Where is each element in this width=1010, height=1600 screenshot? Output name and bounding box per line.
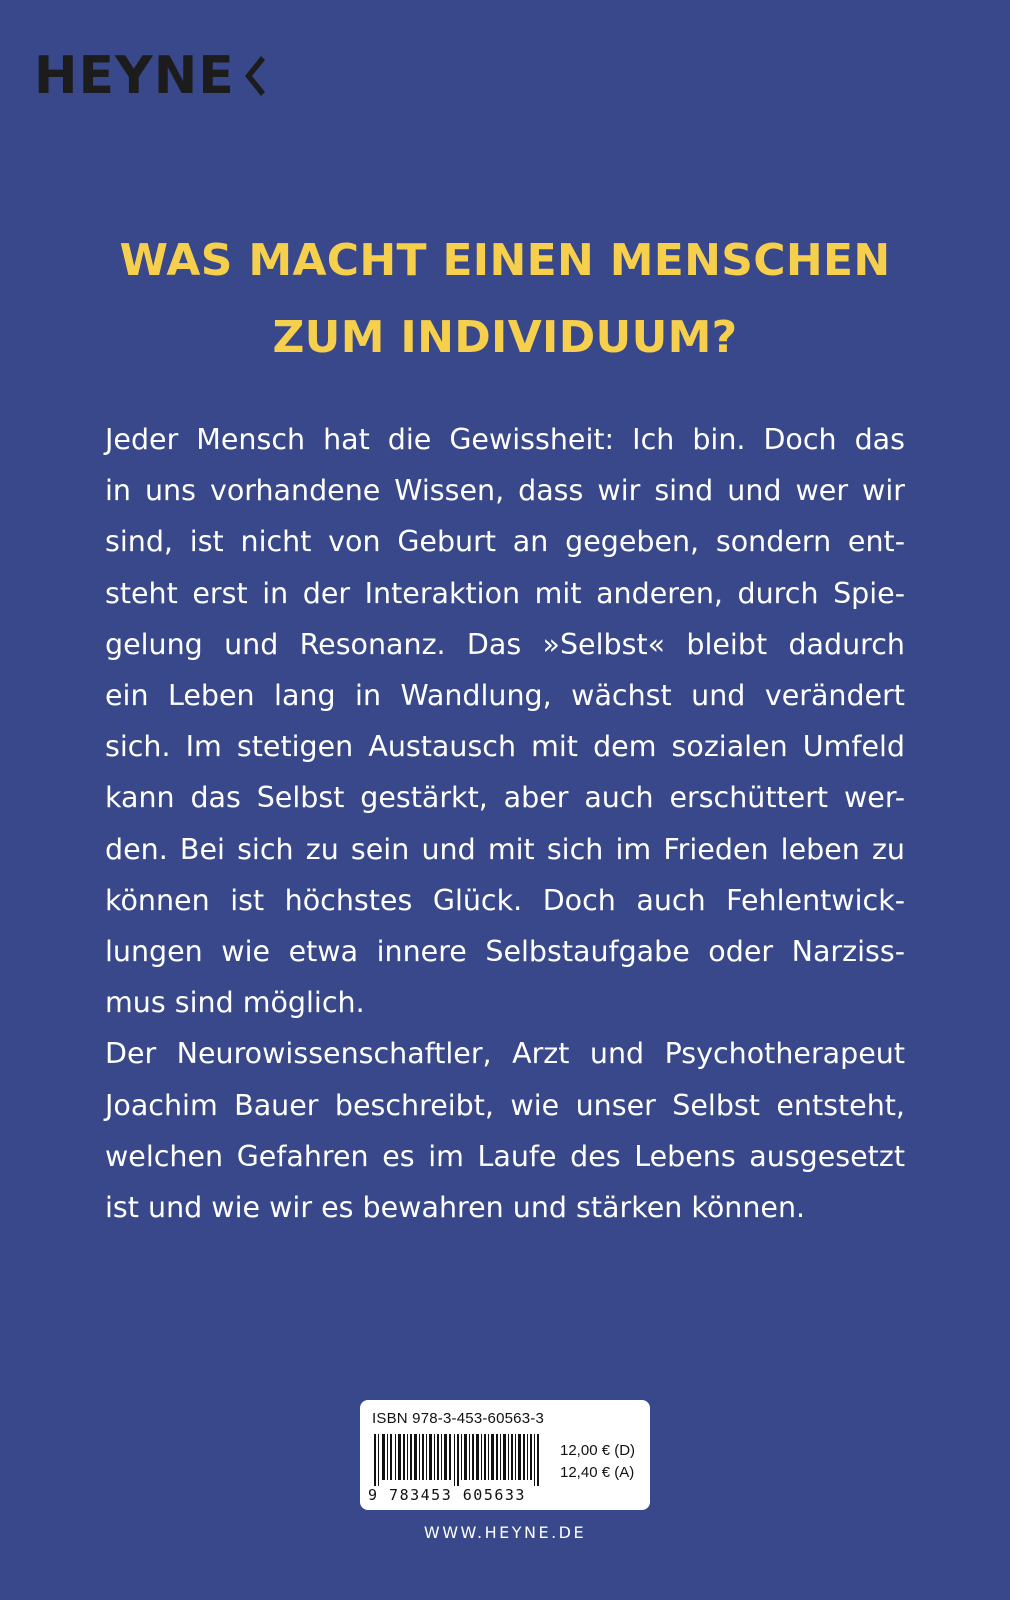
blurb-line: Jeder Mensch hat die Gewissheit: Ich bin. Doch das xyxy=(105,423,905,456)
isbn-number: ISBN 978-3-453-60563-3 xyxy=(372,1410,545,1427)
blurb-line: steht erst in der Interaktion mit anderen, durch Spie- xyxy=(105,576,905,610)
blurb-line: kann das Selbst gestärkt, aber auch erschüttert wer- xyxy=(105,781,905,815)
barcode-icon xyxy=(374,1434,550,1486)
barcode-label xyxy=(360,1400,650,1510)
headline xyxy=(0,222,1010,376)
blurb-line: sich. Im stetigen Austausch mit dem sozialen Umfeld xyxy=(105,730,905,764)
headline-line-2: ZUM INDIVIDUUM? xyxy=(272,312,738,363)
blurb-line: gelung und Resonanz. Das »Selbst« bleibt dadurch xyxy=(105,627,905,661)
chevron-left-icon xyxy=(243,54,265,98)
blurb-line: in uns vorhandene Wissen, dass wir sind und wer wir xyxy=(105,474,905,508)
blurb-line: ist und wie wir es bewahren und stärken können. xyxy=(105,1191,806,1225)
blurb-line: Der Neurowissenschaftler, Arzt und Psychotherapeut xyxy=(105,1037,905,1071)
price-austria: 12,40 € (A) xyxy=(560,1464,635,1481)
publisher-logo xyxy=(34,46,265,106)
barcode-digits: 9 783453 605633 xyxy=(368,1486,526,1504)
publisher-logo-text: HEYNE xyxy=(34,46,235,106)
blurb-line: den. Bei sich zu sein und mit sich im Frieden leben zu xyxy=(105,832,905,866)
prices xyxy=(560,1440,635,1484)
blurb-text xyxy=(105,414,905,1233)
blurb-line: lungen wie etwa innere Selbstaufgabe oder Narziss- xyxy=(105,935,905,969)
price-germany: 12,00 € (D) xyxy=(560,1442,636,1459)
blurb-line: mus sind möglich. xyxy=(105,986,365,1020)
blurb-line: können ist höchstes Glück. Doch auch Fehlentwick- xyxy=(105,883,905,917)
headline-line-1: WAS MACHT EINEN MENSCHEN xyxy=(119,235,891,286)
blurb-line: Joachim Bauer beschreibt, wie unser Selbst entsteht, xyxy=(105,1088,905,1122)
blurb-line: welchen Gefahren es im Laufe des Lebens ausgesetzt xyxy=(105,1139,905,1173)
publisher-website: WWW.HEYNE.DE xyxy=(423,1523,587,1542)
blurb-line: sind, ist nicht von Geburt an gegeben, sondern ent- xyxy=(105,525,905,559)
blurb-line: ein Leben lang in Wandlung, wächst und verändert xyxy=(105,679,905,713)
